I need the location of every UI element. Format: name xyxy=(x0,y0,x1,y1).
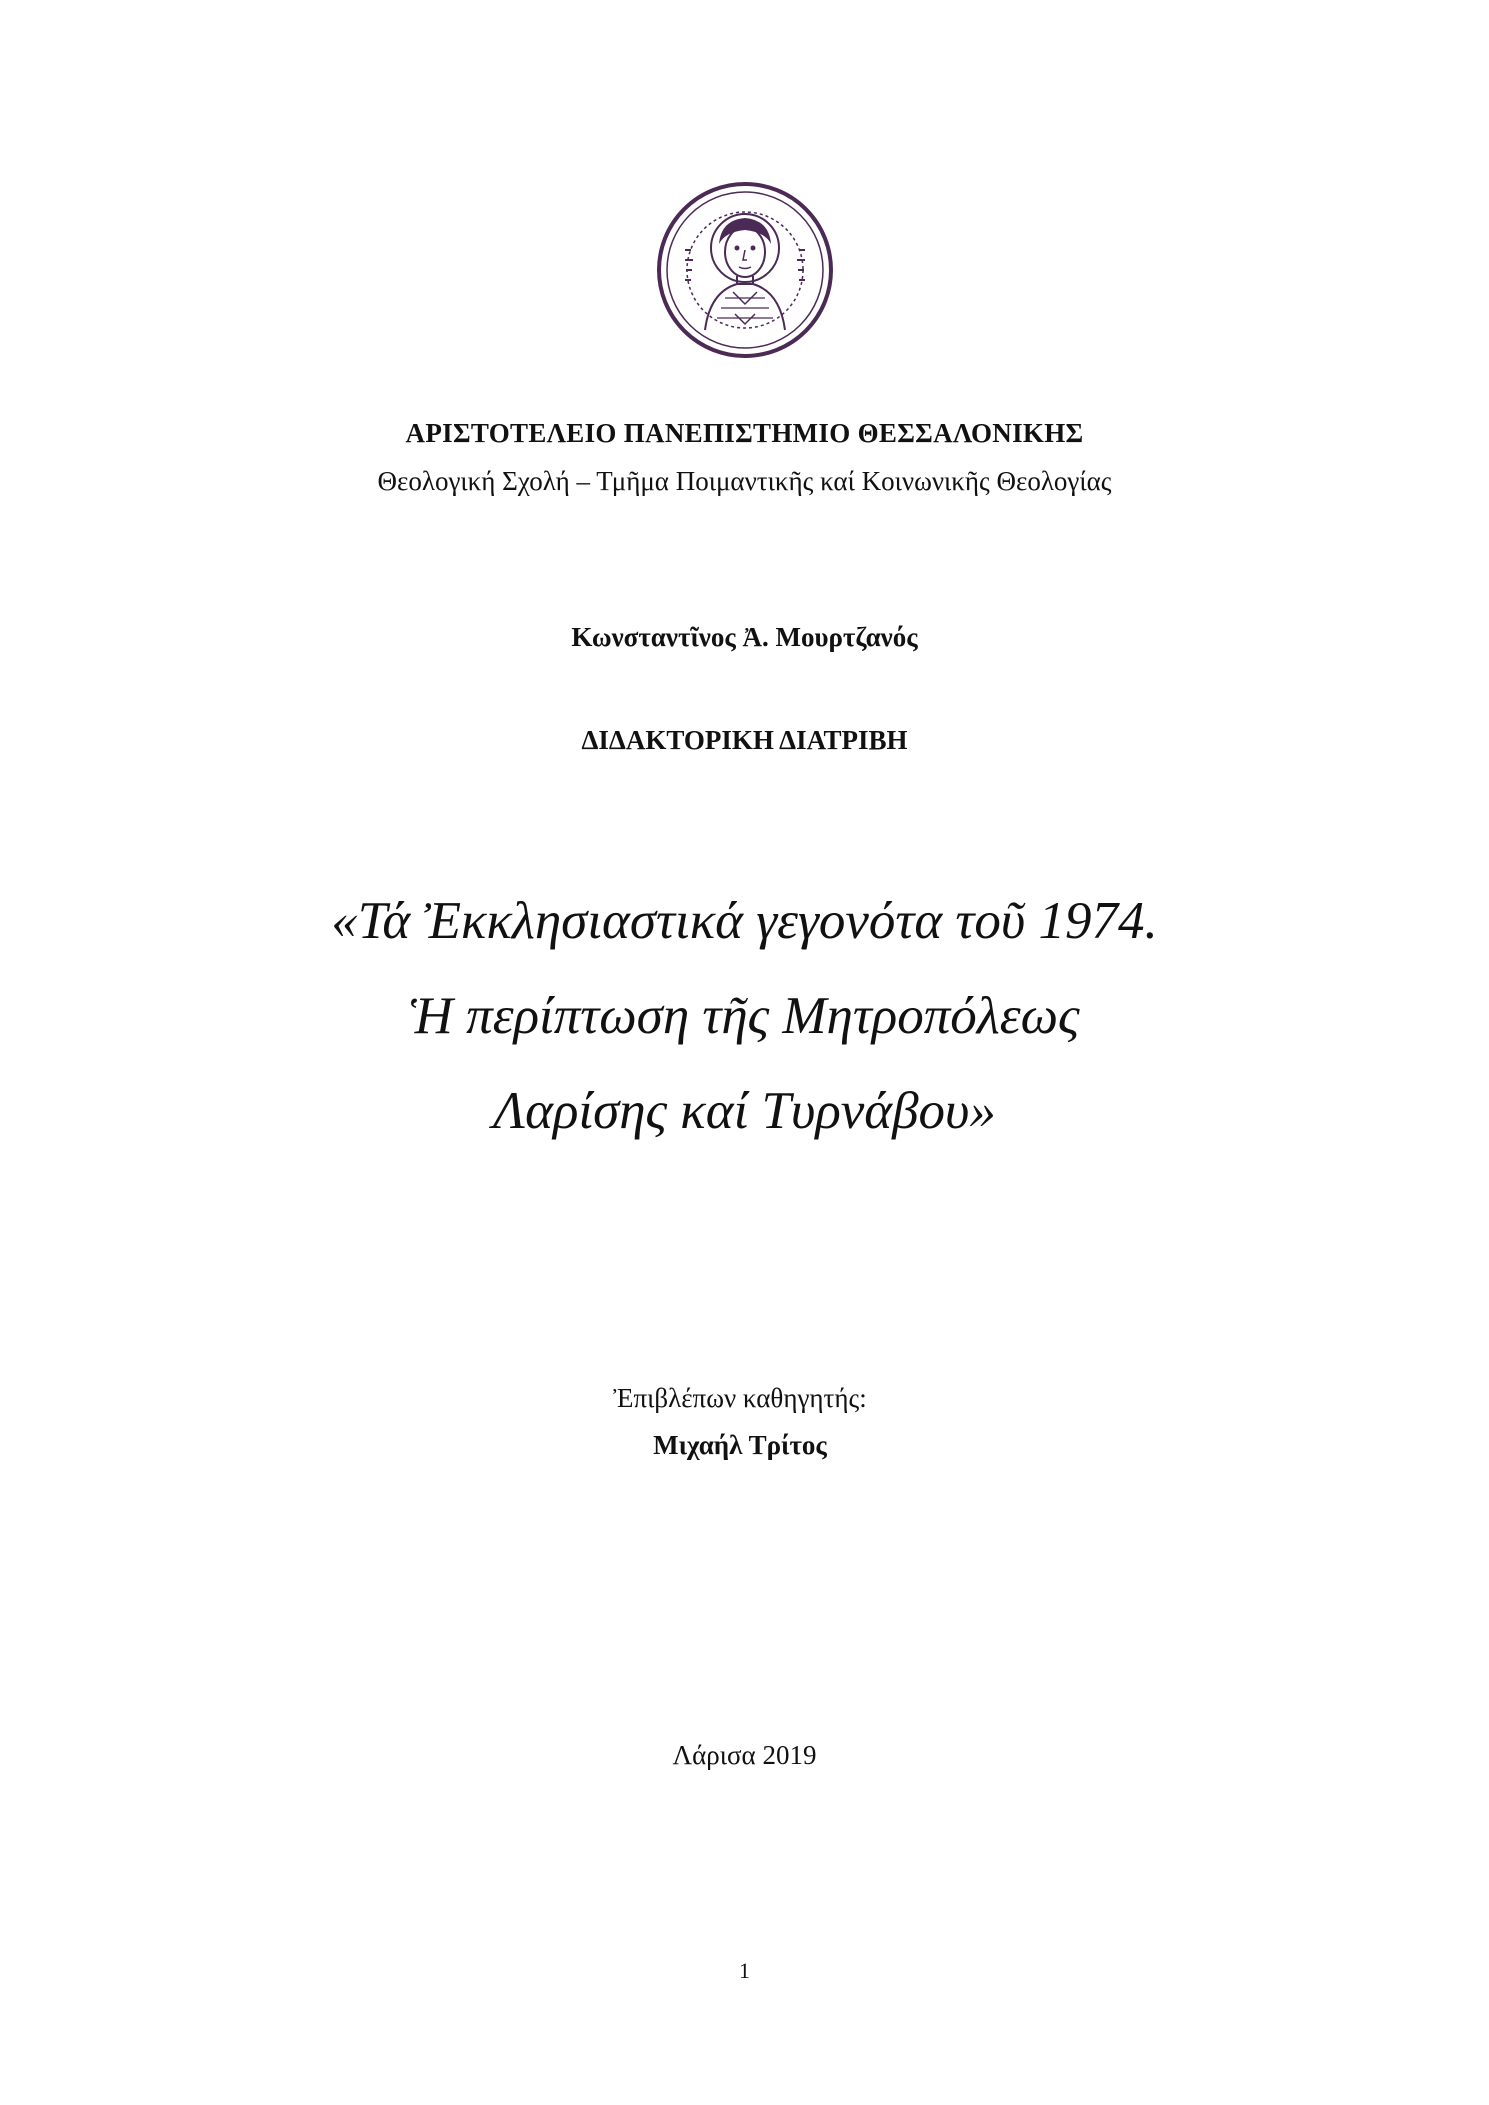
author-name: Κωνσταντῖνος Ἀ. Μουρτζανός xyxy=(571,622,918,652)
document-type: ΔΙΔΑΚΤΟΡΙΚΗ ΔΙΑΤΡΙΒΗ xyxy=(581,725,908,755)
page-number: 1 xyxy=(739,1958,750,1983)
place-and-date: Λάρισα 2019 xyxy=(672,1740,817,1770)
thesis-title-line-2: Ἡ περίπτωση τῆς Μητροπόλεως xyxy=(409,987,1080,1045)
supervisor-name: Μιχαήλ Τρίτος xyxy=(653,1430,827,1460)
supervisor-label: Ἐπιβλέπων καθηγητής: xyxy=(613,1383,867,1413)
university-seal-icon xyxy=(655,180,835,360)
thesis-title-line-1: «Τά Ἐκκλησιαστικά γεγονότα τοῦ 1974. xyxy=(331,892,1158,950)
faculty-name: Θεολογική Σχολή – Τμῆμα Ποιμαντικῆς καί Κοινωνικῆς Θεολογίας xyxy=(377,466,1112,496)
thesis-title-line-3: Λαρίσης καί Τυρνάβου» xyxy=(493,1082,996,1140)
university-name: ΑΡΙΣΤΟΤΕΛΕΙΟ ΠΑΝΕΠΙΣΤΗΜΙΟ ΘΕΣΣΑΛΟΝΙΚΗΣ xyxy=(405,418,1084,448)
